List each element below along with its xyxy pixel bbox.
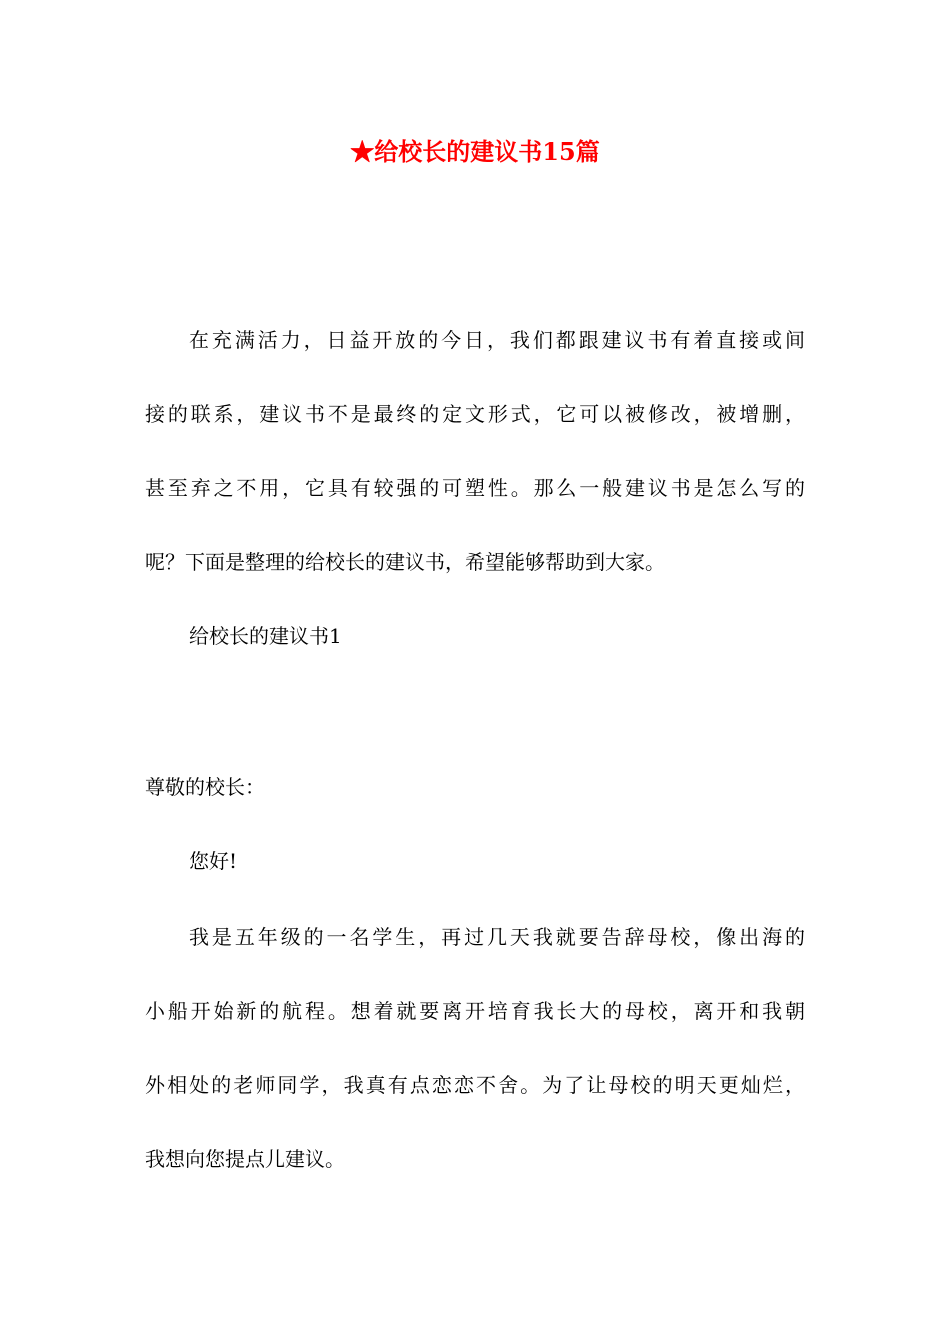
section-heading: 给校长的建议书1 — [189, 624, 342, 648]
document-title: ★给校长的建议书15篇 — [350, 137, 600, 166]
body-line-1: 我是五年级的一名学生，再过几天我就要告辞母校，像出海的 — [189, 925, 805, 949]
intro-line-3: 甚至弃之不用，它具有较强的可塑性。那么一般建议书是怎么写的 — [145, 476, 805, 500]
salutation: 尊敬的校长： — [145, 775, 265, 799]
intro-line-4: 呢？下面是整理的给校长的建议书，希望能够帮助到大家。 — [145, 550, 665, 574]
body-line-2: 小船开始新的航程。想着就要离开培育我长大的母校，离开和我朝 — [145, 999, 805, 1023]
body-line-4: 我想向您提点儿建议。 — [145, 1147, 345, 1171]
greeting: 您好! — [189, 849, 238, 873]
intro-line-2: 接的联系，建议书不是最终的定文形式，它可以被修改，被增删， — [145, 402, 805, 426]
body-line-3: 外相处的老师同学，我真有点恋恋不舍。为了让母校的明天更灿烂， — [145, 1073, 805, 1097]
intro-line-1: 在充满活力，日益开放的今日，我们都跟建议书有着直接或间 — [189, 328, 805, 352]
